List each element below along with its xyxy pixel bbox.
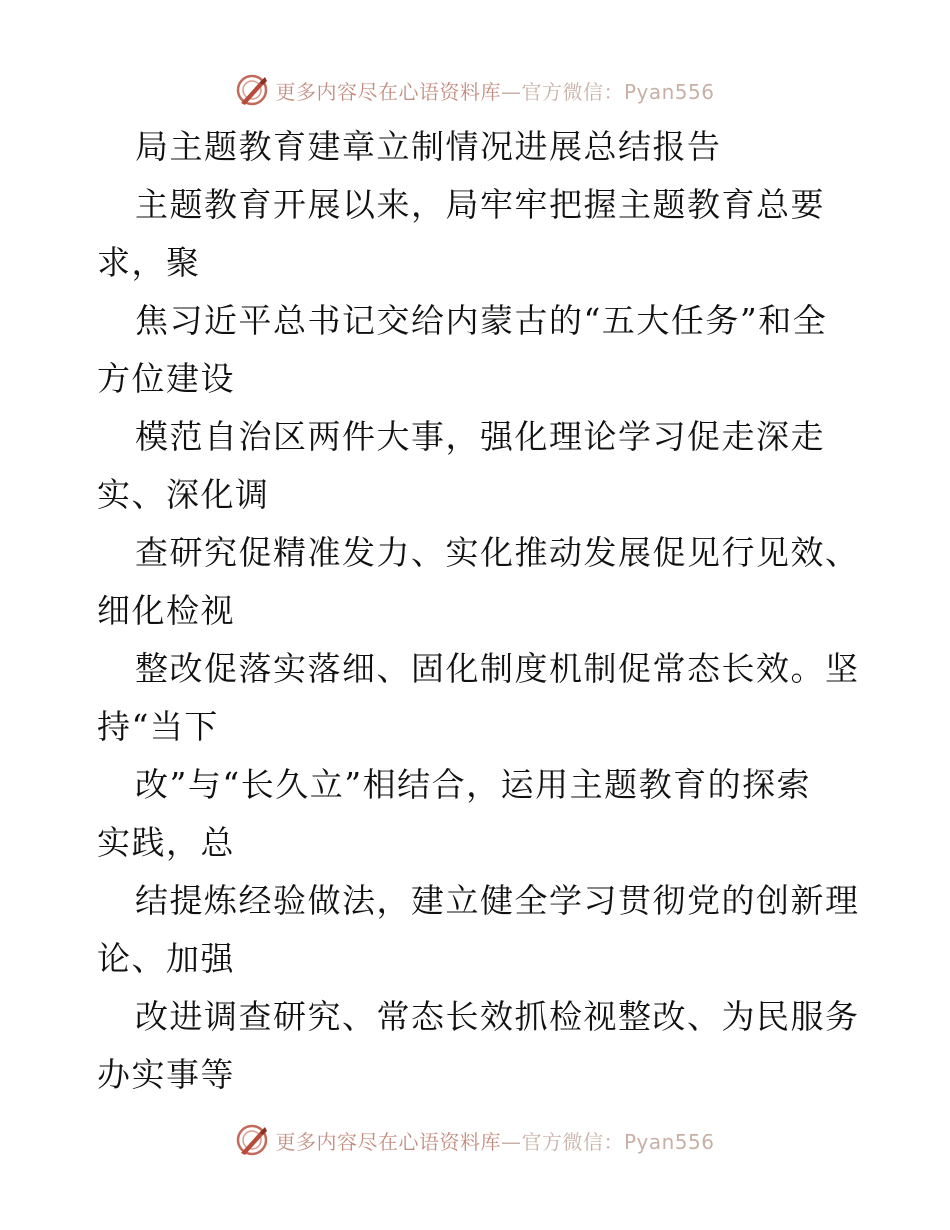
text-line: 实践，总: [97, 823, 235, 862]
text-line: 论、加强: [97, 939, 235, 978]
watermark-main-text: 更多内容尽在心语资料库: [275, 1129, 501, 1154]
text-line: 细化检视: [97, 591, 235, 630]
document-body: [97, 118, 860, 1104]
text-line: 改”与“长久立”相结合，运用主题教育的探索: [135, 765, 812, 804]
watermark-tail-text: —官方微信：Pyan556: [500, 79, 715, 104]
watermark-text: [275, 76, 714, 105]
text-line: 焦习近平总书记交给内蒙古的“五大任务”和全: [135, 301, 828, 340]
text-line: 局主题教育建章立制情况进展总结报告: [135, 127, 722, 166]
watermark-text: [275, 1126, 714, 1155]
text-line: 求，聚: [97, 243, 201, 282]
text-line: 实、深化调: [97, 475, 270, 514]
text-line: 模范自治区两件大事，强化理论学习促走深走: [135, 417, 825, 456]
watermark-main-text: 更多内容尽在心语资料库: [275, 79, 501, 104]
text-line: 结提炼经验做法，建立健全学习贯彻党的创新理: [135, 881, 860, 920]
text-line: 主题教育开展以来，局牢牢把握主题教育总要: [135, 185, 825, 224]
footer-watermark: [0, 1120, 950, 1160]
text-line: 整改促落实落细、固化制度机制促常态长效。坚: [135, 649, 860, 688]
text-line: 改进调查研究、常态长效抓检视整改、为民服务: [135, 997, 860, 1036]
text-line: 办实事等: [97, 1055, 235, 1094]
header-watermark: [0, 70, 950, 110]
pen-logo-icon: [235, 73, 269, 107]
pen-logo-icon: [235, 1123, 269, 1157]
text-line: 方位建设: [97, 359, 235, 398]
watermark-tail-text: —官方微信：Pyan556: [500, 1129, 715, 1154]
text-line: 持“当下: [97, 707, 219, 746]
text-line: 查研究促精准发力、实化推动发展促见行见效、: [135, 533, 860, 572]
